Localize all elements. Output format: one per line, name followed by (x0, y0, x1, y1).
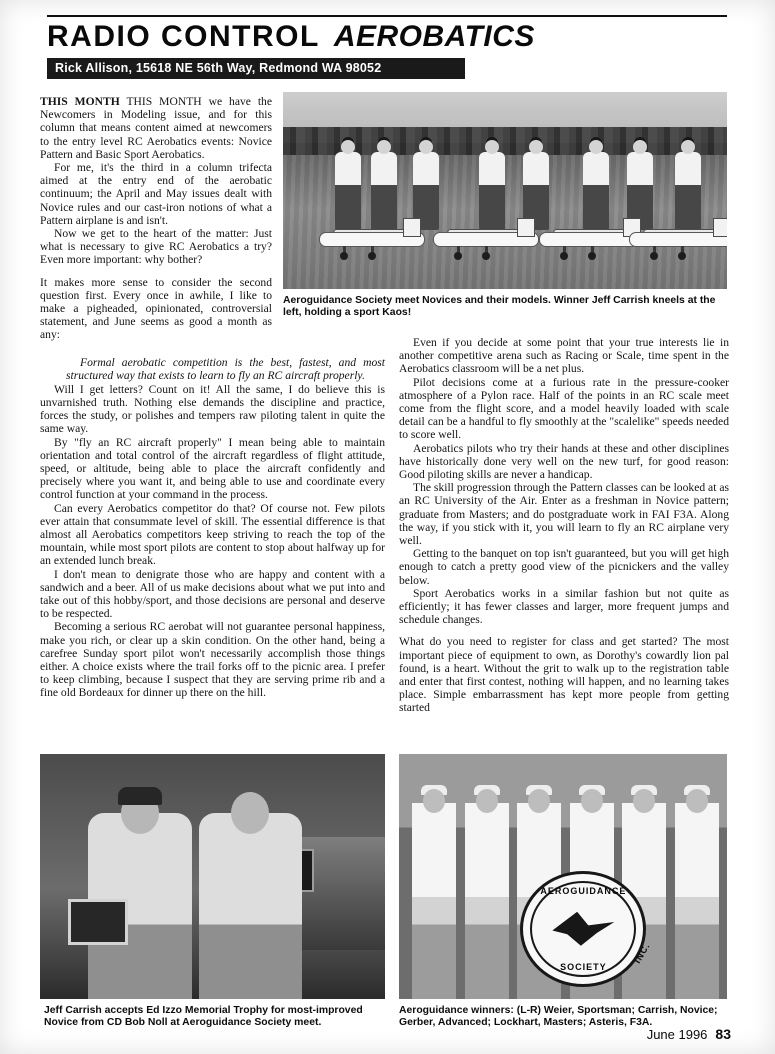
paragraph: Getting to the banquet on top isn't guaranteed, but you will get high enough to catch a pretty good view of the picnickers and the valley below. (399, 547, 729, 587)
photo-trophy-presentation (40, 754, 385, 999)
paragraph: Can every Aerobatics competitor do that? Of course not. Few pilots ever attain that consummate level of skill. The essential difference is that almost all Aerobatics competitors keep striving to reach the top of the mountain, while most sport pilots are content to stop about halfway up for an extended lunch break. (40, 501, 385, 568)
rc-airplane (433, 217, 537, 257)
top-rule (47, 15, 727, 17)
paragraph: Even if you decide at some point that your true interests lie in another competitive arena such as Racing or Scale, time spent in the Aerobatics classroom will be a net plus. (399, 336, 729, 376)
lead-in: THIS MONTH (40, 95, 120, 108)
title-part-aerobatics: AEROBATICS (333, 20, 535, 53)
article-column-left-lower (40, 356, 385, 700)
paragraph: It makes more sense to consider the second question first. Every once in awhile, I like to make a pigheaded, opinionated, controversial statement, and June seems as good a month as any: (40, 275, 272, 342)
logo-top-text: AEROGUIDANCE (540, 885, 627, 896)
caption-bottom-right-photo: Aeroguidance winners: (L-R) Weier, Sportsman; Carrish, Novice; Gerber, Advanced; Lockhart, Masters; Asteris, F3A. (399, 1005, 718, 1029)
paragraph: Will I get letters? Count on it! All the same, I do believe this is unvarnished truth. Nothing else demands the discipline and practice, forces the study, or polishes and tempers raw piloting talent in quite the same way. (40, 382, 385, 436)
pull-quote: Formal aerobatic competition is the best, fastest, and most structured way that exists to learn to fly an RC aircraft properly. (66, 356, 385, 383)
person (465, 803, 509, 999)
aeroguidance-society-logo (520, 871, 653, 987)
trophy-plaque (68, 899, 128, 945)
paragraph: Pilot decisions come at a furious rate in the pressure-cooker atmosphere of a Pylon race. Half of the points in an RC scale meet come from the flight score, and a model heavily loaded with scale detail can be a handful to fly smoothly at the "scalelike" speeds needed to score well. (399, 375, 729, 442)
paragraph: For me, it's the third in a column trifecta aimed at the entry end of the aerobatic continuum; the April and May issues dealt with Novice rules and our cast-iron notions of what a Pattern airplane is and isn't. (40, 161, 272, 227)
photo-bottom-right-scene (399, 754, 727, 999)
author-byline: Rick Allison, 15618 NE 56th Way, Redmond WA 98052 (47, 58, 465, 79)
paragraph: I don't mean to denigrate those who are happy and content with a sandwich and a beer. All of us make decisions about what we put into and take out of this hobby/sport, and those decisions are personal and deserve to be respected. (40, 567, 385, 621)
caption-top-photo: Aeroguidance Society meet Novices and their models. Winner Jeff Carrish kneels at the left, holding a sport Kaos! (283, 295, 716, 319)
page-footer (647, 1026, 731, 1042)
paragraph: What do you need to register for class and get started? The most important piece of equipment to own, as Dorothy's cowardly lion pal found, is a heart. Without the grit to walk up to the registration table and enter that first contest, nothing will happen, and no learning takes place. Simple embarrassment has kept more people from getting started (399, 635, 729, 715)
page-title (47, 22, 727, 52)
photo-bottom-left-scene (40, 754, 385, 999)
masthead (47, 22, 727, 52)
paragraph: Now we get to the heart of the matter: Just what is necessary to give RC Aerobatics a try? Even more important: why bother? (40, 227, 272, 267)
photo-top-scene (283, 92, 727, 289)
paragraph-text: THIS MONTH we have the Newcomers in Modeling issue, and for this column that means content aimed at newcomers to the entry level RC Aerobatics events: Novice Pattern and Basic Sport Aerobatics. (40, 95, 272, 161)
title-part-radio-control: RADIO CONTROL (47, 20, 320, 53)
issue-date: June 1996 (646, 1027, 708, 1042)
rc-airplane (539, 217, 643, 257)
person-right (199, 813, 303, 999)
rc-airplane (629, 217, 727, 257)
photo-contest-winners (399, 754, 727, 999)
paragraph: Becoming a serious RC aerobat will not guarantee personal happiness, make you rich, or clear up a skin condition. On the other hand, being a carefree Sunday sport pilot won't necessarily accomplish those things either. A choice exists where the trail forks off to the picnic area. I prefer to keep climbing, because I suspect that they are serving prime rib and a fine old Bordeaux for dinner up there on the hill. (40, 620, 385, 700)
rc-airplane (319, 217, 423, 257)
paragraph: The skill progression through the Pattern classes can be looked at as an RC University of the Air. Enter as a freshman in Novice pattern; graduate from Masters; and do postgraduate work in FAI F3A. Along the way, if you stick with it, you will learn to fly an RC airplane very well. (399, 481, 729, 548)
caption-bottom-left-photo: Jeff Carrish accepts Ed Izzo Memorial Trophy for most-improved Novice from CD Bob Noll at Aeroguidance Society meet. (44, 1005, 363, 1029)
logo-right-text: INC. (632, 940, 653, 965)
person (412, 803, 456, 999)
article-column-right (399, 336, 729, 715)
paragraph: By "fly an RC aircraft properly" I mean being able to maintain orientation and total control of the aircraft regardless of flight attitude, speed, or altitude, being able to place the aircraft confidently and precisely where you want it, and being able to use and coordinate every control function at your command in the process. (40, 435, 385, 502)
logo-bottom-text: SOCIETY (560, 961, 607, 972)
article-column-left-top (40, 95, 272, 342)
paragraph: Sport Aerobatics works in a similar fashion but not quite as efficiently; it has fewer classes and larger, more frequent jumps and schedule changes. (399, 586, 729, 627)
paragraph: Aerobatics pilots who try their hands at these and other disciplines have historically done very well on the new turf, for good reason: Good piloting skills are never a handicap. (399, 441, 729, 482)
page-number: 83 (715, 1026, 731, 1042)
photo-pilots-with-models (283, 92, 727, 289)
person (675, 803, 719, 999)
paragraph (40, 95, 272, 161)
